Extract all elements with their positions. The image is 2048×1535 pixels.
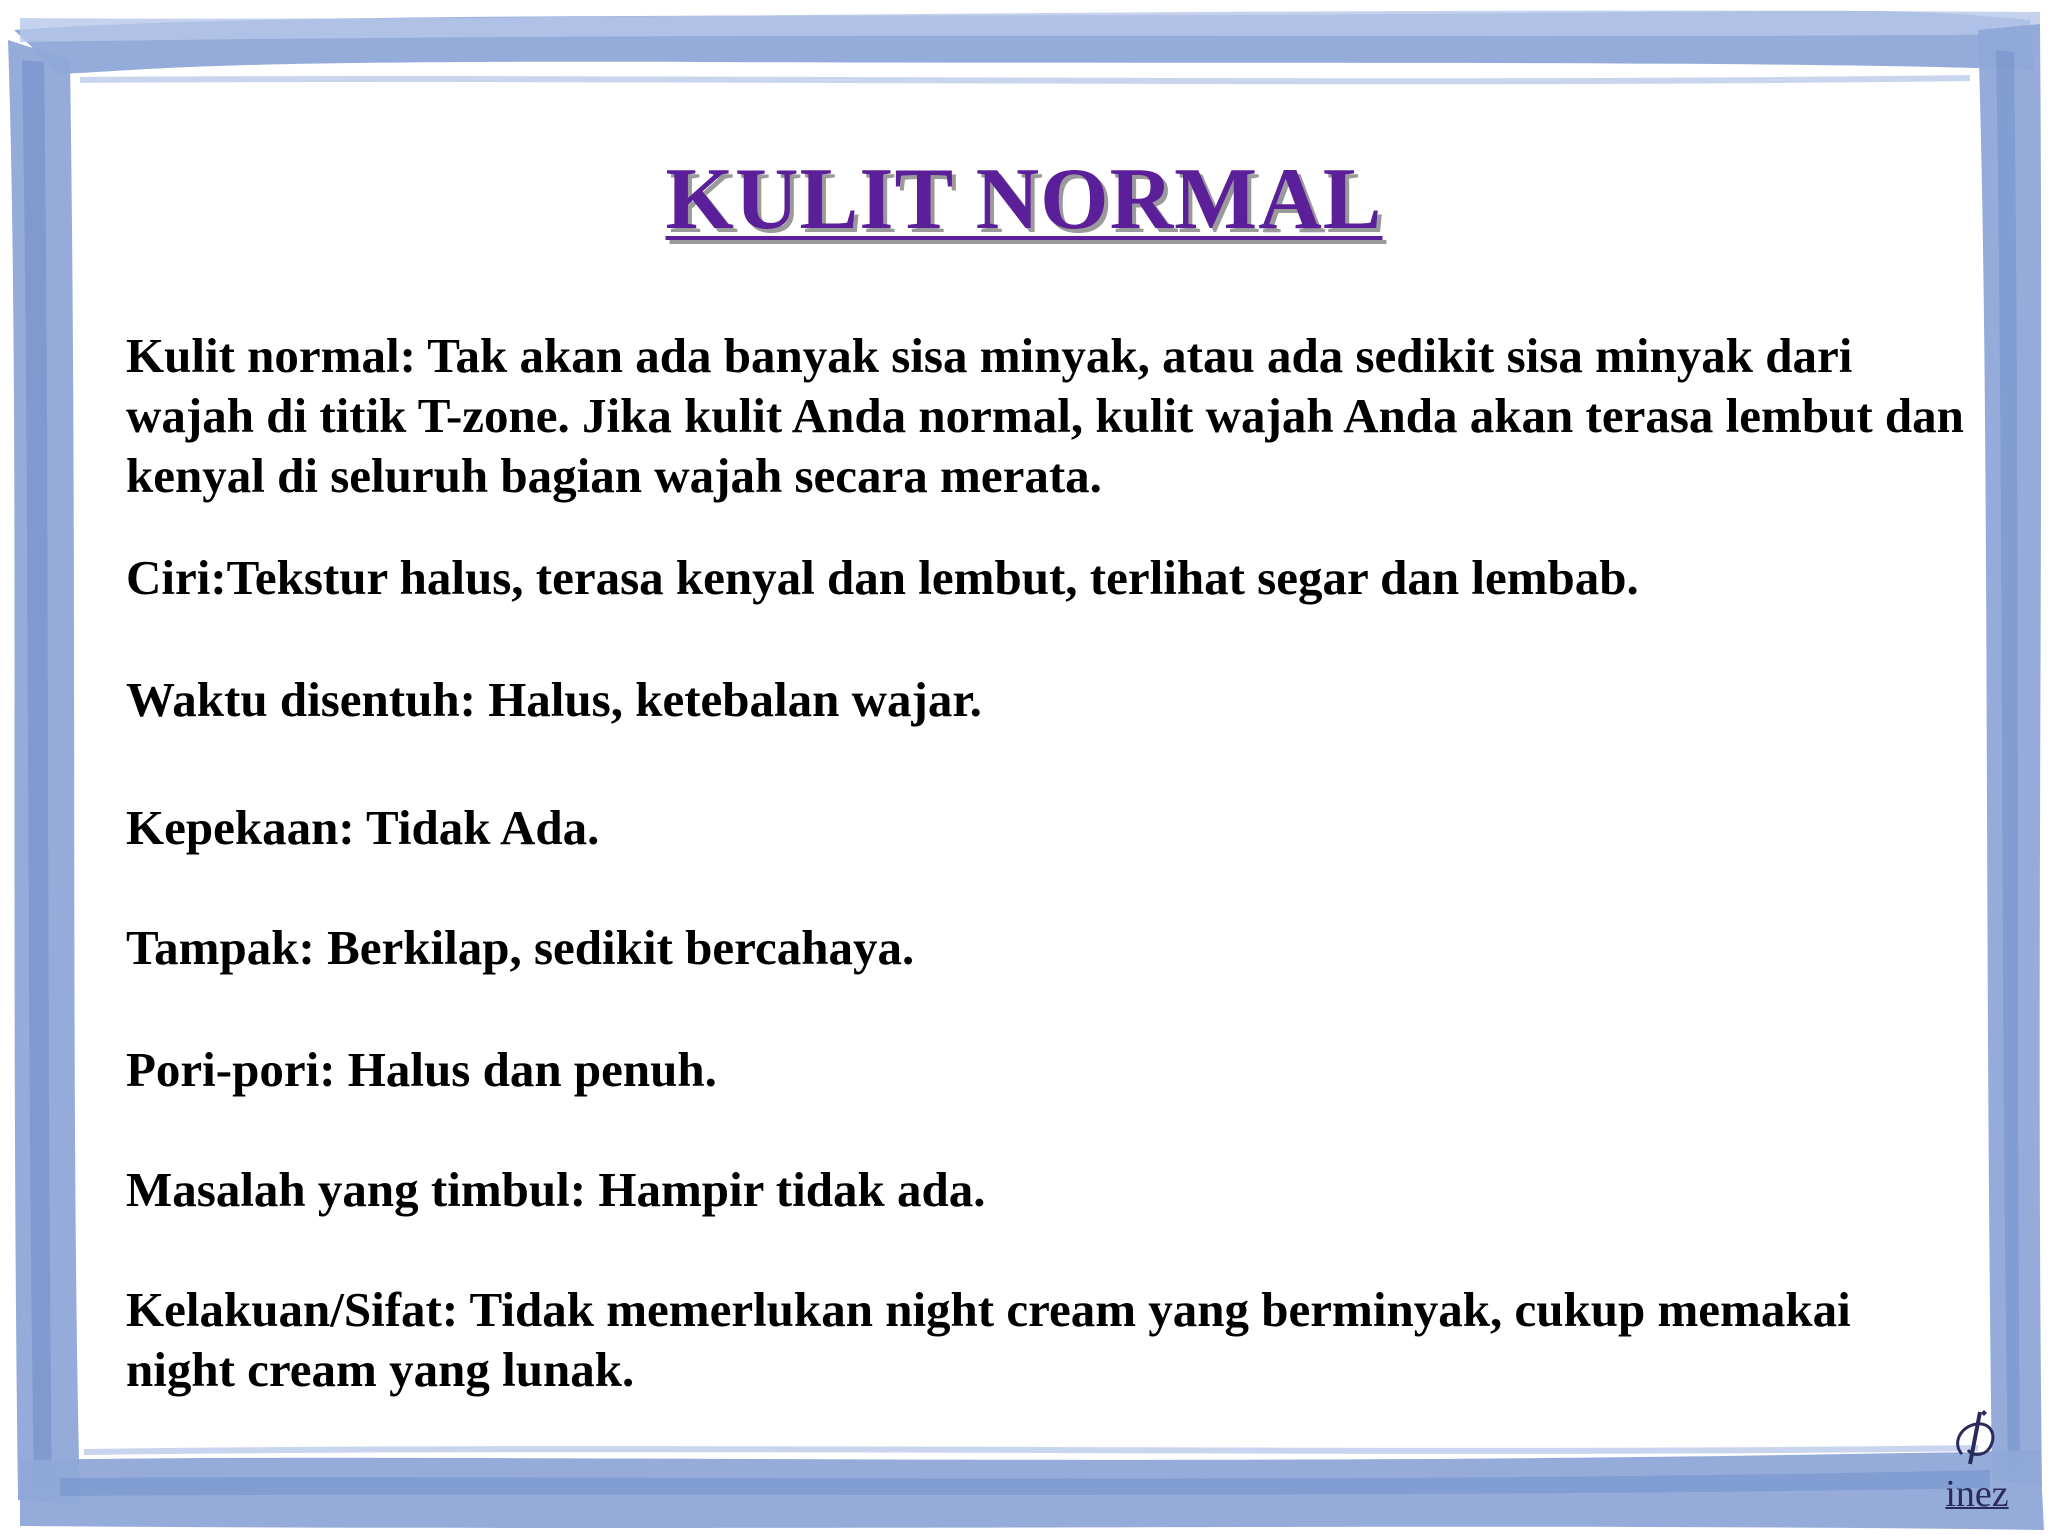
paragraph-kepekaan: Kepekaan: Tidak Ada. [126, 800, 600, 855]
logo-mark-icon [1932, 1404, 2022, 1470]
paragraph-kelakuan: Kelakuan/Sifat: Tidak memerlukan night cream yang berminyak, cukup memakai night cream yang lunak. [126, 1282, 1851, 1397]
inez-logo [1932, 1404, 2022, 1514]
paragraph-kulit-normal: Kulit normal: Tak akan ada banyak sisa minyak, atau ada sedikit sisa minyak dari wajah di titik T-zone. Jika kulit Anda normal, kulit wajah Anda akan terasa lembut dan kenyal di seluruh bagian wajah secara merata. [126, 328, 1964, 503]
slide-title: KULIT NORMAL [665, 151, 1383, 248]
paragraph-pori-pori: Pori-pori: Halus dan penuh. [126, 1042, 717, 1097]
logo-text: inez [1945, 1473, 2009, 1515]
paragraph-waktu-disentuh: Waktu disentuh: Halus, ketebalan wajar. [126, 672, 982, 727]
paragraph-tampak: Tampak: Berkilap, sedikit bercahaya. [126, 920, 915, 975]
paragraph-masalah: Masalah yang timbul: Hampir tidak ada. [126, 1162, 986, 1217]
paragraph-ciri: Ciri:Tekstur halus, terasa kenyal dan lembut, terlihat segar dan lembab. [126, 550, 1639, 605]
